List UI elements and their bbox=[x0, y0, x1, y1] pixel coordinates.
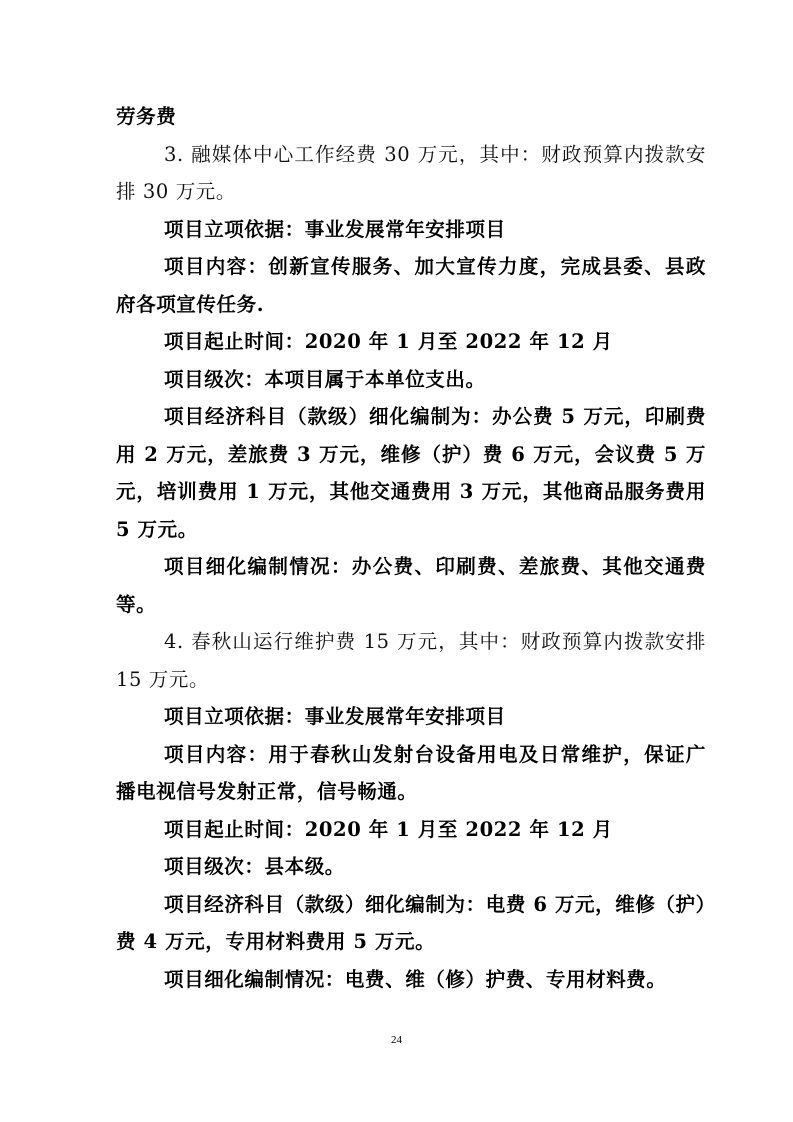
paragraph-labor-fee: 劳务费 bbox=[116, 105, 177, 128]
paragraph-project-content-1: 项目内容：创新宣传服务、加大宣传力度，完成县委、县政府各项宣传任务. bbox=[116, 255, 706, 316]
document-body bbox=[116, 98, 706, 998]
paragraph-media-center-budget: 3. 融媒体中心工作经费 30 万元，其中：财政预算内拨款安排 30 万元。 bbox=[116, 142, 706, 203]
paragraph-project-period-1: 项目起止时间：2020 年 1 月至 2022 年 12 月 bbox=[164, 330, 613, 353]
paragraph-economic-items-2: 项目经济科目（款级）细化编制为：电费 6 万元，维修（护）费 4 万元，专用材料费用 5 万元。 bbox=[116, 892, 706, 953]
paragraph-project-period-2: 项目起止时间：2020 年 1 月至 2022 年 12 月 bbox=[164, 817, 613, 841]
paragraph-project-basis-2: 项目立项依据：事业发展常年安排项目 bbox=[164, 705, 506, 728]
paragraph-project-content-2: 项目内容：用于春秋山发射台设备用电及日常维护，保证广播电视信号发射正常，信号畅通。 bbox=[116, 742, 706, 803]
paragraph-chunqiu-mountain-budget: 4. 春秋山运行维护费 15 万元，其中：财政预算内拨款安排 15 万元。 bbox=[116, 630, 706, 691]
paragraph-detail-compile-2: 项目细化编制情况：电费、维（修）护费、专用材料费。 bbox=[164, 967, 667, 991]
paragraph-project-level-1: 项目级次：本项目属于本单位支出。 bbox=[164, 367, 486, 391]
paragraph-economic-items-1: 项目经济科目（款级）细化编制为：办公费 5 万元，印刷费用 2 万元，差旅费 3 万元，维修（护）费 6 万元，会议费 5 万元，培训费用 1 万元，其他交通费用 3 万元，其他商品服务费用 5 万元。 bbox=[116, 405, 706, 541]
page-number: 24 bbox=[391, 1034, 402, 1046]
paragraph-project-level-2: 项目级次：县本级。 bbox=[164, 855, 345, 878]
paragraph-project-basis-1: 项目立项依据：事业发展常年安排项目 bbox=[164, 217, 506, 241]
paragraph-detail-compile-1: 项目细化编制情况：办公费、印刷费、差旅费、其他交通费等。 bbox=[116, 555, 706, 616]
